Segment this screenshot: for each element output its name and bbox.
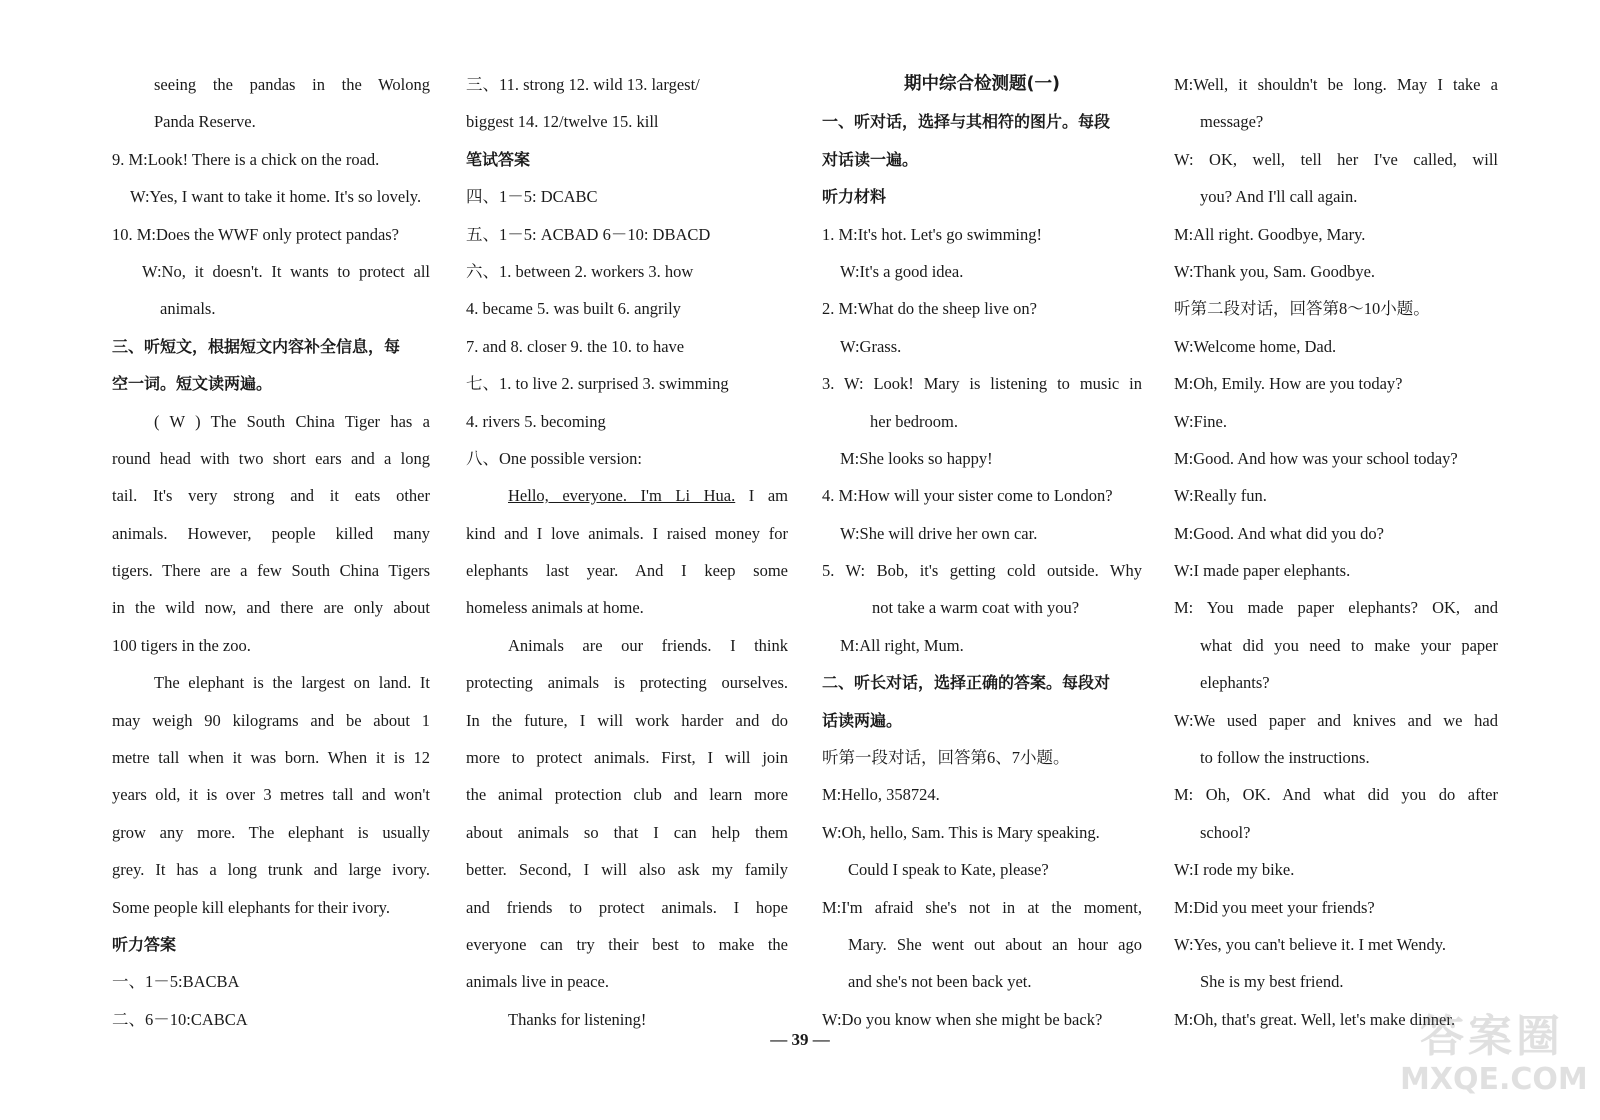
text-line: 二、听长对话，选择正确的答案。每段对	[822, 673, 1111, 693]
text-line: 笔试答案	[466, 149, 531, 169]
text-line: tail. It's very strong and it eats other	[112, 486, 430, 506]
text-line: M:I'm afraid she's not in at the moment,	[822, 897, 1142, 917]
text-line: 四、1－5: DCABC	[466, 187, 598, 207]
text-line: M:Good. And how was your school today?	[1174, 448, 1458, 468]
watermark-bottom: MXQE.COM	[1400, 1062, 1588, 1097]
text-line: seeing the pandas in the Wolong	[154, 75, 430, 94]
text-line: M:Oh, Emily. How are you today?	[1174, 374, 1403, 394]
text-line: W:Thank you, Sam. Goodbye.	[1174, 261, 1376, 281]
text-line: W:Yes, you can't believe it. I met Wendy.	[1174, 934, 1447, 954]
text-line: everyone can try their best to make the	[466, 934, 788, 954]
text-line: M:She looks so happy!	[840, 448, 993, 468]
text-line: 听力答案	[112, 934, 177, 954]
text-line: round head with two short ears and a long	[112, 448, 430, 468]
text-line: tigers. There are a few South China Tigers	[112, 561, 430, 581]
text-line: 4. M:How will your sister come to London?	[822, 486, 1113, 506]
text-line: message?	[1200, 112, 1264, 132]
text-line: M: You made paper elephants? OK, and	[1174, 598, 1498, 618]
text-line: protecting animals is protecting ourselves.	[466, 673, 788, 693]
text-line: the animal protection club and learn more	[466, 785, 788, 805]
text-line: 二、6－10:CABCA	[112, 1009, 248, 1029]
text-line: 4. became 5. was built 6. angrily	[466, 299, 681, 319]
text-line: and friends to protect animals. I hope	[466, 897, 788, 917]
text-line: animals.	[160, 299, 216, 319]
text-line: animals. However, people killed many	[112, 523, 430, 543]
text-line: Could I speak to Kate, please?	[848, 860, 1049, 880]
text-line: The elephant is the largest on land. It	[154, 673, 430, 693]
text-line: better. Second, I will also ask my family	[466, 860, 788, 880]
text-line: 4. rivers 5. becoming	[466, 411, 606, 431]
text-line: animals live in peace.	[466, 972, 609, 992]
text-line: 3. W: Look! Mary is listening to music in	[822, 374, 1142, 394]
text-line: may weigh 90 kilograms and be about 1	[112, 710, 430, 730]
essay-intro-rest: I am	[735, 486, 788, 506]
text-line: W:Really fun.	[1174, 486, 1267, 506]
text-line: 1. M:It's hot. Let's go swimming!	[822, 224, 1042, 244]
text-line: 一、听对话，选择与其相符的图片。每段	[822, 112, 1111, 132]
text-line: 话读两遍。	[822, 710, 903, 730]
text-line: biggest 14. 12/twelve 15. kill	[466, 112, 659, 132]
text-line: 八、One possible version:	[466, 448, 642, 468]
text-line: 5. W: Bob, it's getting cold outside. Why	[822, 561, 1142, 581]
text-line: 2. M:What do the sheep live on?	[822, 299, 1037, 319]
text-line: elephants?	[1200, 673, 1270, 693]
text-line: kind and I love animals. I raised money for	[466, 523, 788, 543]
text-line: M:All right. Goodbye, Mary.	[1174, 224, 1366, 244]
text-line: M:Hello, 358724.	[822, 785, 940, 805]
text-line: metre tall when it was born. When it is 12	[112, 748, 430, 768]
column-1	[112, 66, 430, 1038]
text-line: 9. M:Look! There is a chick on the road.	[112, 149, 380, 169]
text-line: In the future, I will work harder and do	[466, 710, 788, 730]
text-line: not take a warm coat with you?	[872, 598, 1080, 618]
text-line: 听第一段对话，回答第6、7小题。	[822, 748, 1070, 768]
text-line: M:Well, it shouldn't be long. May I take a	[1174, 75, 1498, 94]
text-line: W:Oh, hello, Sam. This is Mary speaking.	[822, 822, 1100, 842]
text-line: Animals are our friends. I think	[508, 635, 788, 655]
watermark-top: 答案圈	[1420, 1011, 1564, 1062]
text-line: W:I made paper elephants.	[1174, 561, 1351, 581]
text-line: W:We used paper and knives and we had	[1174, 710, 1498, 730]
text-line: grow any more. The elephant is usually	[112, 822, 430, 842]
text-line: 三、听短文，根据短文内容补全信息，每	[112, 336, 401, 356]
text-line: 期中综合检测题(一)	[904, 74, 1060, 94]
text-line: and she's not been back yet.	[848, 972, 1032, 992]
page-number: — 39 —	[770, 1030, 830, 1049]
text-line: ( W ) The South China Tiger has a	[154, 411, 430, 431]
text-line: 7. and 8. closer 9. the 10. to have	[466, 336, 685, 356]
text-line: in the wild now, and there are only about	[112, 598, 430, 618]
text-line: 对话读一遍。	[822, 149, 919, 169]
text-line: 10. M:Does the WWF only protect pandas?	[112, 224, 400, 244]
column-4	[1174, 66, 1498, 1038]
text-line: W:Welcome home, Dad.	[1174, 336, 1337, 356]
column-3	[822, 66, 1142, 1038]
text-line: her bedroom.	[870, 411, 958, 431]
text-line: 空一词。短文读两遍。	[112, 374, 273, 394]
underlined-greeting: Hello, everyone. I'm Li Hua.	[508, 486, 736, 506]
text-line: W: OK, well, tell her I've called, will	[1174, 149, 1498, 169]
text-line: to follow the instructions.	[1200, 748, 1370, 768]
text-line: 听力材料	[822, 187, 887, 207]
text-line: you? And I'll call again.	[1200, 187, 1358, 207]
text-line: She is my best friend.	[1200, 972, 1344, 992]
text-line: elephants last year. And I keep some	[466, 561, 788, 581]
text-line: M: Oh, OK. And what did you do after	[1174, 785, 1498, 805]
text-line: school?	[1200, 822, 1251, 842]
text-line: about animals so that I can help them	[466, 822, 788, 842]
text-line: W:It's a good idea.	[840, 261, 964, 281]
text-line: 五、1－5: ACBAD 6－10: DBACD	[466, 224, 711, 244]
text-line: 一、1－5:BACBA	[112, 972, 240, 992]
text-line: W:Yes, I want to take it home. It's so lovely.	[130, 187, 422, 207]
text-line: Mary. She went out about an hour ago	[848, 934, 1142, 954]
column-2	[466, 66, 788, 1038]
text-line: 七、1. to live 2. surprised 3. swimming	[466, 374, 729, 394]
text-line: Thanks for listening!	[508, 1009, 647, 1029]
text-line: M:All right, Mum.	[840, 635, 964, 655]
text-line: W:She will drive her own car.	[840, 523, 1038, 543]
text-line: W:No, it doesn't. It wants to protect all	[142, 261, 430, 281]
text-line: W:I rode my bike.	[1174, 860, 1295, 880]
text-line: M:Good. And what did you do?	[1174, 523, 1384, 543]
text-line: years old, it is over 3 metres tall and won't	[112, 785, 430, 805]
text-line: what did you need to make your paper	[1200, 635, 1498, 655]
text-line: Some people kill elephants for their ivory.	[112, 897, 390, 917]
text-line: Panda Reserve.	[154, 112, 256, 132]
text-line: 三、11. strong 12. wild 13. largest/	[466, 75, 700, 94]
text-line: 听第二段对话，回答第8～10小题。	[1174, 299, 1430, 319]
text-line: M:Did you meet your friends?	[1174, 897, 1375, 917]
text-line: M:Oh, that's great. Well, let's make dinner.	[1174, 1009, 1456, 1029]
essay-intro-line	[466, 477, 788, 514]
text-line: more to protect animals. First, I will join	[466, 748, 788, 768]
text-line: W:Do you know when she might be back?	[822, 1009, 1103, 1029]
text-line: 100 tigers in the zoo.	[112, 635, 251, 655]
text-line: 六、1. between 2. workers 3. how	[466, 261, 694, 281]
watermark-logo	[1400, 1000, 1588, 1110]
text-line: W:Fine.	[1174, 411, 1228, 431]
text-line: grey. It has a long trunk and large ivory.	[112, 860, 430, 880]
text-line: W:Grass.	[840, 336, 902, 356]
text-line: homeless animals at home.	[466, 598, 644, 618]
